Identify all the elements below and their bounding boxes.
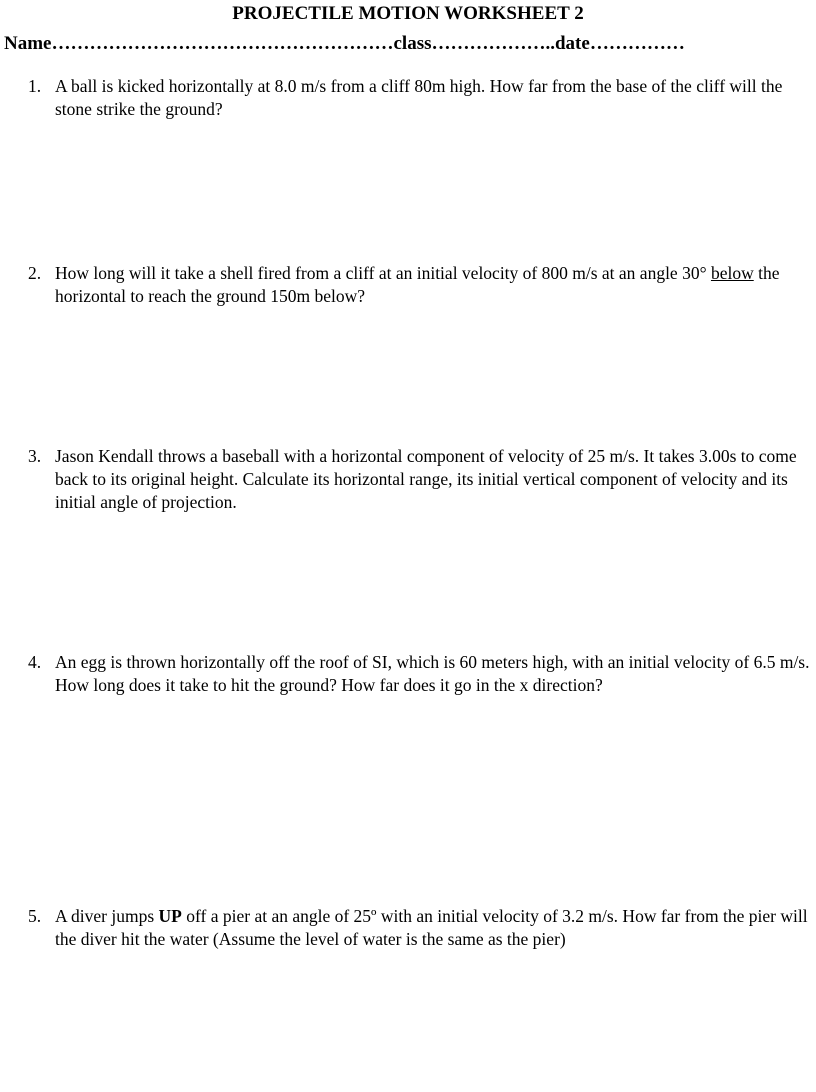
question-number: 2. (28, 263, 42, 283)
date-blank: …………… (589, 33, 685, 54)
bold-word: UP (158, 906, 182, 926)
question-text (55, 262, 813, 308)
underlined-word: below (710, 263, 754, 283)
question-number: 4. (28, 652, 42, 672)
question-text: An egg is thrown horizontally off the roof of SI, which is 60 meters high, with an initial velocity of 6.5 m/s. How long does it take to hit the ground? How far does it go in the x direction? (55, 652, 810, 695)
class-blank: ……………….. (431, 33, 555, 54)
name-blank: ……………………………………………… (51, 33, 394, 54)
name-label: Name (4, 33, 52, 54)
question-number: 5. (28, 906, 42, 926)
question-number: 3. (28, 446, 42, 466)
date-label: date (554, 33, 590, 54)
question-text-part: A diver jumps (55, 906, 159, 926)
question-text-part: off a pier at an angle of 25º with an initial velocity of 3.2 m/s. How far from the pier will the diver hit the water (Assume the level of water is the same as the pier) (55, 906, 808, 949)
worksheet-title: PROJECTILE MOTION WORKSHEET 2 (232, 3, 584, 24)
question-text-part: the horizontal to reach the ground 150m below? (55, 263, 780, 306)
question-text-part: How long will it take a shell fired from a cliff at an initial velocity of 800 m/s at an angle 30° (55, 263, 711, 283)
question-number: 1. (28, 76, 42, 96)
question-text: A ball is kicked horizontally at 8.0 m/s from a cliff 80m high. How far from the base of the cliff will the stone strike the ground? (55, 76, 783, 119)
question-text: Jason Kendall throws a baseball with a horizontal component of velocity of 25 m/s. It takes 3.00s to come back to its original height. Calculate its horizontal range, its initial vertical component of velocity and its initial angle of projection. (55, 446, 797, 512)
student-info-line (4, 32, 814, 56)
question-text (55, 905, 813, 951)
class-label: class (393, 33, 432, 54)
